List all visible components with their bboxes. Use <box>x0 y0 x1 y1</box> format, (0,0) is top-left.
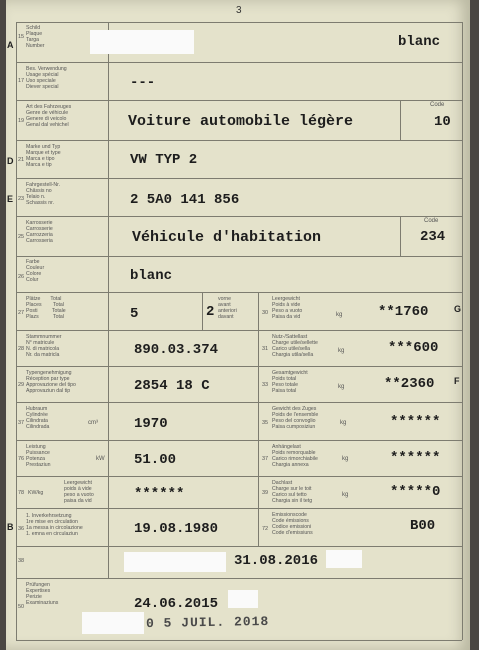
unit-kg: kg <box>338 348 345 354</box>
field-number: 17 <box>18 78 25 84</box>
inspection-value: 24.06.2015 <box>134 596 219 612</box>
trailer-load-value: ****** <box>390 450 441 466</box>
redacted-place <box>124 552 226 572</box>
edge-letter-b: B <box>7 522 14 532</box>
unit-kg: kg <box>338 384 345 390</box>
field-number: 76 <box>18 456 25 462</box>
field-number: 26 <box>18 274 25 280</box>
field-number: 27 <box>18 310 25 316</box>
field-number: 72 <box>262 526 269 532</box>
emission-code-label: Emissionscode Code émissions Codice emissioni Code d'emissiuns <box>272 512 313 536</box>
master-number-label: Stammnummer N° matricule N. di matricola Nr. da matricla <box>26 334 62 358</box>
roof-load-value: *****0 <box>390 484 441 500</box>
kw-kg-empty-weight-label: Leergewicht poids à vide peso a vuoto paisa da vid <box>64 480 94 504</box>
field-number: 30 <box>262 310 269 316</box>
inspection-label: Prüfungen Expertises Perizie Examinaziuns <box>26 582 59 606</box>
body-label: Karrosserie Carrosserie Carrozzeria Carrosseria <box>26 220 53 244</box>
train-weight-value: ****** <box>390 414 441 430</box>
field-number: 35 <box>262 420 269 426</box>
total-weight-value: **2360 <box>384 376 435 392</box>
front-seats-value: 2 <box>206 304 215 320</box>
field-number: 28 <box>18 346 25 352</box>
special-use-value: --- <box>130 75 156 91</box>
displacement-value: 1970 <box>134 416 168 432</box>
emission-code-value: B00 <box>410 518 436 534</box>
train-weight-label: Gewicht des Zuges Poids de l'ensemble Peso del convoglio Paisa cumposiziun <box>272 406 319 430</box>
chassis-label: Fahrgestell-Nr. Châssis no Telaio n. Schassis nr. <box>26 182 61 206</box>
redacted-signature <box>326 550 362 568</box>
field-number: 21 <box>18 157 25 163</box>
special-use-label: Bes. Verwendung Usage spécial Uso speciale Diever special <box>26 66 67 90</box>
body-value: Véhicule d'habitation <box>132 229 322 246</box>
make-label: Marke und Typ Marque et type Marca e tipo Marca e tip <box>26 144 61 168</box>
redacted-inspection-place <box>228 590 258 608</box>
total-weight-label: Gesamtgewicht Poids total Peso totale Paisa total <box>272 370 308 394</box>
field-number: 19 <box>18 118 25 124</box>
edge-letter-a: A <box>7 40 14 50</box>
seats-label: Plätze Total Places Total Posti Totale Plazs Total <box>26 296 66 320</box>
displacement-label: Hubraum Cylindrée Cilindrata Cilindrada <box>26 406 50 430</box>
type-approval-label: Typengenehmigung Réception par type Approvazione del tipo Approvaziun dal tip <box>26 370 76 394</box>
field-number: 15 <box>18 34 25 40</box>
empty-weight-value: **1760 <box>378 304 429 320</box>
edge-letter-f: F <box>454 376 460 386</box>
chassis-value: 2 5A0 141 856 <box>130 192 240 208</box>
seats-value: 5 <box>130 306 139 322</box>
kw-kg-label: KW/kg <box>28 490 44 496</box>
plate-label: Schild Plaque Targa Number <box>26 25 45 49</box>
field-number: 38 <box>18 558 25 564</box>
vehicle-registration-page <box>6 0 470 650</box>
vehicle-type-code: 10 <box>434 114 451 130</box>
payload-label: Nutz-/Sattellast Charge utile/sellette Carico utile/sella Chargia utila/sella <box>272 334 318 358</box>
front-seats-label: vorne avant anteriori davant <box>218 296 237 320</box>
page-number: 3 <box>236 5 242 16</box>
unit-kw: kW <box>96 456 105 462</box>
master-number-value: 890.03.374 <box>134 342 219 358</box>
unit-kg: kg <box>336 312 343 318</box>
redacted-plate <box>90 30 194 54</box>
power-value: 51.00 <box>134 452 177 468</box>
roof-load-label: Dachlast Charge sur le toit Carico sul tetto Chargia sin il tetg <box>272 480 313 504</box>
plate-value: blanc <box>398 34 441 50</box>
edge-letter-d: D <box>7 156 14 166</box>
code-label: Code <box>430 102 445 108</box>
code-label: Code <box>424 218 439 224</box>
field-number: 37 <box>262 456 269 462</box>
make-value: VW TYP 2 <box>130 152 198 168</box>
issue-date-value: 31.08.2016 <box>234 553 319 569</box>
unit-kg: kg <box>340 420 347 426</box>
color-label: Farbe Couleur Colore Colur <box>26 259 45 283</box>
field-number: 50 <box>18 604 25 610</box>
field-number: 25 <box>18 234 25 240</box>
payload-value: ***600 <box>388 340 439 356</box>
trailer-load-label: Anhängelast Poids remorquable Carico rimorchiabile Chargia annexa <box>272 444 318 468</box>
first-registration-value: 19.08.1980 <box>134 521 219 537</box>
unit-kg: kg <box>342 492 349 498</box>
field-number: 33 <box>262 382 269 388</box>
power-label: Leistung Puissance Potenza Prestaziun <box>26 444 51 468</box>
field-number: 36 <box>18 526 25 532</box>
edge-letter-g: G <box>454 304 462 314</box>
field-number: 31 <box>262 346 269 352</box>
field-number: 37 <box>18 420 25 426</box>
vehicle-type-value: Voiture automobile légère <box>128 113 354 130</box>
field-number: 23 <box>18 196 25 202</box>
field-number: 78 <box>18 490 25 496</box>
type-approval-value: 2854 18 C <box>134 378 210 394</box>
kw-kg-value: ****** <box>134 486 185 502</box>
edge-letter-e: E <box>7 194 14 204</box>
field-number: 29 <box>18 382 25 388</box>
unit-cm3: cm³ <box>88 420 98 426</box>
field-number: 39 <box>262 490 269 496</box>
empty-weight-label: Leergewicht Poids à vide Peso a vuoto Paisa da vid <box>272 296 303 320</box>
inspection-stamp: 0 5 JUIL. 2018 <box>145 613 270 632</box>
vehicle-type-label: Art des Fahrzeuges Genre de véhicule Genere di veicolo Genal dal vehichel <box>26 104 72 128</box>
body-code: 234 <box>420 229 446 245</box>
first-registration-label: 1. Inverkehrsetzung 1re mise en circulation 1a messa in circolazione 1. emna en circulaziun <box>26 513 83 537</box>
color-value: blanc <box>130 268 173 284</box>
unit-kg: kg <box>342 456 349 462</box>
redacted-stamp-place <box>82 612 144 634</box>
